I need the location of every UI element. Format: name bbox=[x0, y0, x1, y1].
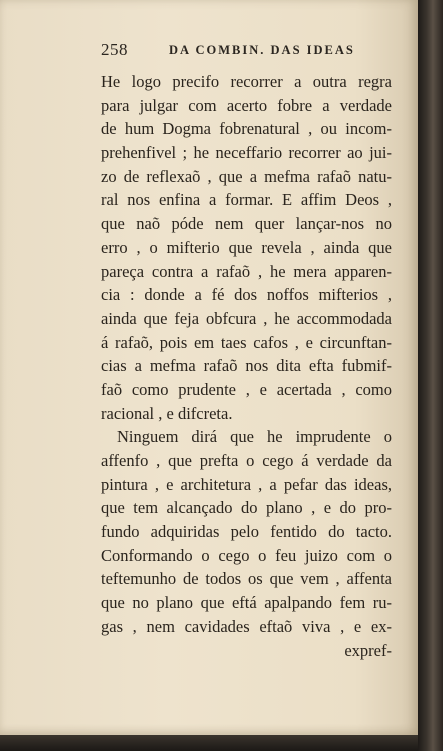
text-line: erro , o mifterio que revela , ainda que bbox=[101, 237, 392, 257]
text-line: que naõ póde nem quer lançar-nos no bbox=[101, 214, 392, 234]
text-line: Ninguem dirá que he imprudente o bbox=[117, 427, 392, 447]
text-line: affenfo , que prefta o cego á verdade da bbox=[101, 451, 392, 470]
book-spine-edge bbox=[418, 0, 443, 751]
text-line: prehenfivel ; he neceffario recorrer ao jui- bbox=[101, 143, 392, 163]
text-line: He logo precifo recorrer a outra regra bbox=[101, 72, 392, 91]
text-line: ainda que feja obfcura , he accommodada bbox=[101, 308, 392, 328]
text-line: que no plano que eftá apalpando fem ru- bbox=[101, 593, 392, 613]
catchword: expref- bbox=[344, 640, 392, 660]
text-line: de hum Dogma fobrenatural , ou incom- bbox=[101, 119, 392, 139]
text-line: Conformando o cego o feu juizo com o bbox=[101, 545, 392, 565]
text-line: pareça contra a rafaõ , he mera apparen- bbox=[101, 261, 392, 281]
text-line: para julgar com acerto fobre a verdade bbox=[101, 95, 392, 115]
page-header bbox=[101, 40, 401, 62]
text-line: fundo adquiridas pelo fentido do tacto. bbox=[101, 522, 392, 542]
text-line: zo de reflexaõ , que a mefma rafaõ natu- bbox=[101, 166, 392, 186]
text-line: racional , e difcreta. bbox=[101, 403, 233, 423]
text-line: que tem alcançado do plano , e do pro- bbox=[101, 498, 392, 518]
text-line: cia : donde a fé dos noffos mifterios , bbox=[101, 285, 392, 305]
page-number: 258 bbox=[101, 40, 128, 59]
text-line: faõ como prudente , e acertada , como bbox=[101, 379, 392, 399]
text-line: pintura , e architetura , a pefar das ideas, bbox=[101, 474, 392, 494]
book-bottom-edge bbox=[0, 735, 418, 751]
text-line: á rafaõ, pois em taes cafos , e circunftan- bbox=[101, 332, 392, 352]
text-line: ral nos enfina a formar. E affim Deos , bbox=[101, 190, 392, 210]
body-text bbox=[101, 70, 392, 662]
text-line: teftemunho de todos os que vem , affenta bbox=[101, 569, 392, 589]
running-head: DA COMBIN. DAS IDEAS bbox=[169, 43, 355, 57]
text-line: gas , nem cavidades eftaõ viva , e ex- bbox=[101, 616, 392, 636]
text-line: cias a mefma rafaõ nos dita efta fubmif- bbox=[101, 356, 392, 376]
